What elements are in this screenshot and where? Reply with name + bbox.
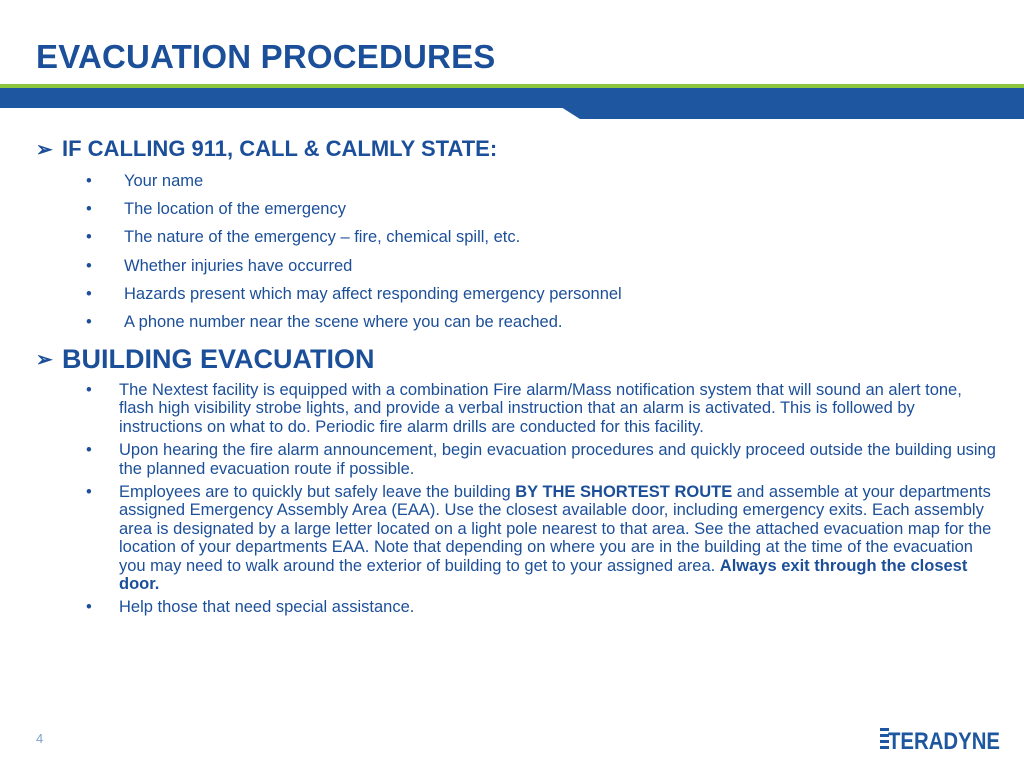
header-band-notch [0, 108, 580, 119]
list-item: • The Nextest facility is equipped with a combination Fire alarm/Mass notification system that will sound an alert tone, flash high visibility strobe lights, and provide a verbal instruction that an alarm is activated. This is followed by instructions on what to do. Periodic fire alarm drills are conducted for this facility. [86, 381, 998, 436]
section-heading-text: BUILDING EVACUATION [62, 344, 375, 374]
list-item: • Whether injuries have occurred [86, 255, 622, 283]
section-heading-evacuation [36, 344, 375, 375]
logo-text: TERADYNE [888, 728, 1000, 755]
page-number: 4 [36, 731, 44, 746]
slide-title: EVACUATION PROCEDURES [36, 38, 496, 75]
list-item [86, 483, 998, 593]
call-details-list [86, 170, 622, 339]
list-item: • Help those that need special assistance. [86, 598, 998, 616]
arrow-bullet-icon: ➢ [36, 138, 53, 161]
section-heading-911 [36, 136, 497, 162]
evacuation-list [86, 381, 998, 622]
list-item: • The location of the emergency [86, 198, 622, 226]
list-item: • The nature of the emergency – fire, chemical spill, etc. [86, 226, 622, 254]
teradyne-logo [880, 722, 1000, 755]
section-heading-text: IF CALLING 911, CALL & CALMLY STATE: [62, 136, 498, 161]
list-item: • Your name [86, 170, 622, 198]
list-text: Employees are to quickly but safely leave the building [119, 483, 516, 502]
arrow-bullet-icon: ➢ [36, 349, 53, 371]
list-item: • Hazards present which may affect responding emergency personnel [86, 283, 622, 311]
emphasis-text: BY THE SHORTEST ROUTE [515, 483, 733, 502]
list-item: • Upon hearing the fire alarm announcement, begin evacuation procedures and quickly proceed outside the building using the planned evacuation route if possible. [86, 441, 998, 478]
list-text: and assemble at your departments assigned Emergency Assembly Area (EAA). Use the closest available door, including emergency exits. Each assembly area is designated by a large letter located on a light pole nearest to that area. See the attached evacuation map for the location of your departments EAA. Note that depending on where you are in the building at the time of the evacuation you may need to walk around the exterior of building to get to your assigned area. [119, 483, 992, 575]
list-item: • A phone number near the scene where you can be reached. [86, 311, 622, 339]
emphasis-text: Always exit through the closest door. [119, 556, 968, 594]
